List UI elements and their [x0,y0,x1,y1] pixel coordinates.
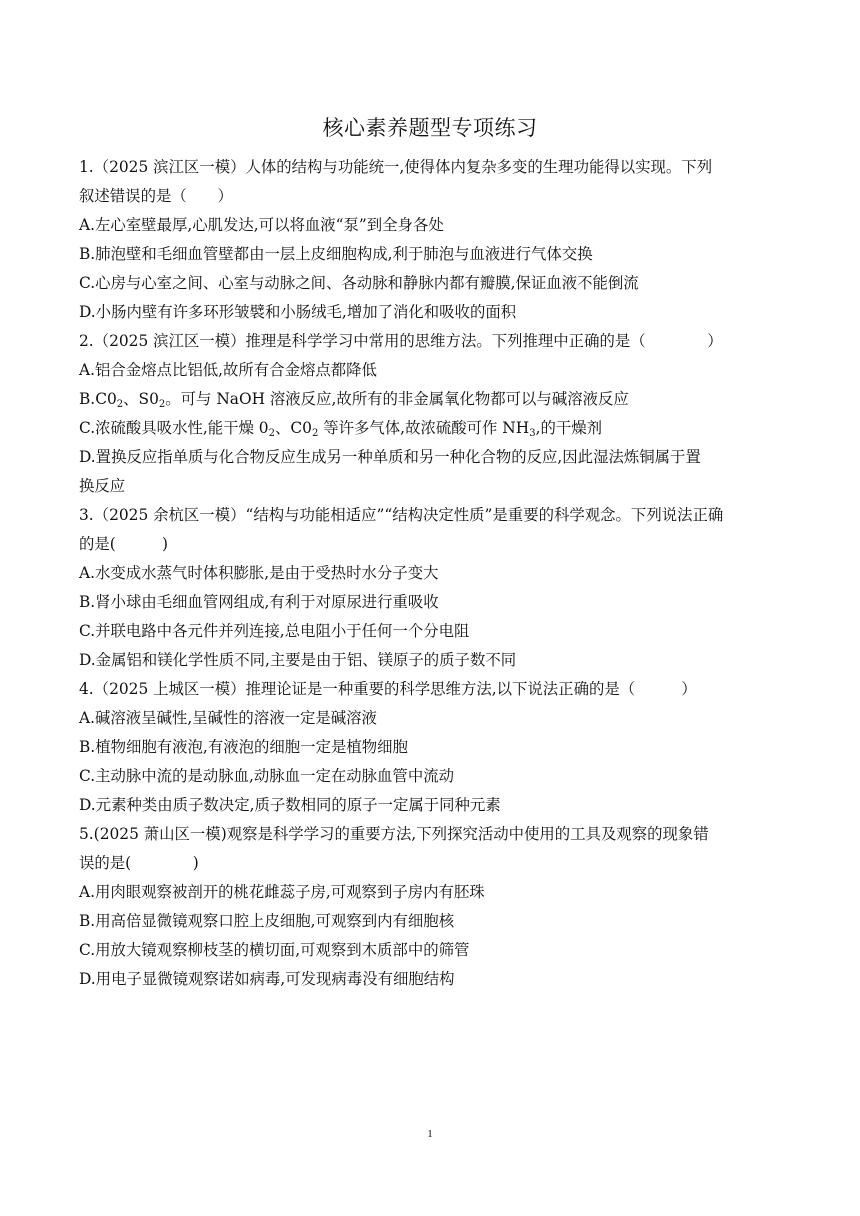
question-2-option-c-text-2: 、C0 [274,419,312,437]
question-2-option-d-line-1: D.置换反应指单质与化合物反应生成另一种单质和另一种化合物的反应,因此湿法炼铜属于置 [79,448,701,466]
question-4-option-c: C.主动脉中流的是动脉血,动脉血一定在动脉血管中流动 [79,767,454,785]
question-5-option-b: B.用高倍显微镜观察口腔上皮细胞,可观察到内有细胞核 [79,912,455,930]
question-1-option-b: B.肺泡壁和毛细血管壁都由一层上皮细胞构成,利于肺泡与血液进行气体交换 [79,245,593,263]
question-3-stem-line-1: 3.（2025 余杭区一模）“结构与功能相适应”“结构决定性质”是重要的科学观念。下列说法正确 [79,506,724,524]
question-1-option-d: D.小肠内壁有许多环形皱襞和小肠绒毛,增加了消化和吸收的面积 [79,303,517,321]
question-2-option-c [79,414,783,443]
question-2-option-c-text-4: ,的干燥剂 [535,419,603,437]
question-4-option-d: D.元素种类由质子数决定,质子数相同的原子一定属于同种元素 [79,796,501,814]
question-3 [79,501,783,675]
question-5-option-a: A.用肉眼观察被剖开的桃花雌蕊子房,可观察到子房内有胚珠 [79,883,485,901]
question-2-option-c-subscript-1: 2 [268,428,275,439]
question-2-option-c-subscript-2: 2 [311,428,319,439]
question-3-option-d: D.金属铝和镁化学性质不同,主要是由于铝、镁原子的质子数不同 [79,651,517,669]
question-5 [79,820,783,994]
question-2-option-c-text-3: 等许多气体,故浓硫酸可作 NH [318,419,530,437]
question-1-option-c: C.心房与心室之间、心室与动脉之间、各动脉和静脉内都有瓣膜,保证血液不能倒流 [79,274,639,292]
question-5-option-c: C.用放大镜观察柳枝茎的横切面,可观察到木质部中的筛管 [79,941,470,959]
question-4-stem-line-1: 4.（2025 上城区一模）推理论证是一种重要的科学思维方法,以下说法正确的是（ ） [79,680,697,698]
page-title: 核心素养题型专项练习 [322,116,538,140]
question-3-option-a: A.水变成水蒸气时体积膨胀,是由于受热时水分子变大 [79,564,439,582]
question-3-option-c: C.并联电路中各元件并列连接,总电阻小于任何一个分电阻 [79,622,470,640]
question-3-stem-line-2: 的是( ) [79,535,168,553]
question-3-option-b: B.肾小球由毛细血管网组成,有利于对原尿进行重吸收 [79,593,439,611]
question-2-option-b-subscript-2: 2 [158,399,166,410]
question-2-option-b-subscript-1: 2 [116,399,124,410]
question-5-option-d: D.用电子显微镜观察诺如病毒,可发现病毒没有细胞结构 [79,970,455,988]
question-4-option-b: B.植物细胞有液泡,有液泡的细胞一定是植物细胞 [79,738,408,756]
question-2-stem-line-1: 2.（2025 滨江区一模）推理是科学学习中常用的思维方法。下列推理中正确的是（ ） [79,332,723,350]
question-2-option-b-text-2: 、S0 [123,390,159,408]
question-2-option-b [79,385,783,414]
page-number: 1 [427,1128,433,1140]
question-2-option-c-subscript-3: 3 [529,428,536,439]
question-1-stem-line-2: 叙述错误的是（ ） [79,187,233,205]
question-2-option-a: A.铝合金熔点比铝低,故所有合金熔点都降低 [79,361,377,379]
question-2-option-b-text-3: 。可与 NaOH 溶液反应,故所有的非金属氧化物都可以与碱溶液反应 [165,390,629,408]
question-5-stem-line-1: 5.(2025 萧山区一模)观察是科学学习的重要方法,下列探究活动中使用的工具及观察的现象错 [79,825,709,843]
question-4-option-a: A.碱溶液呈碱性,呈碱性的溶液一定是碱溶液 [79,709,377,727]
question-2-option-b-text-1: B.C0 [79,390,117,408]
question-4 [79,675,783,820]
question-1 [79,153,783,327]
question-2 [79,327,783,501]
question-1-stem-line-1: 1.（2025 滨江区一模）人体的结构与功能统一,使得体内复杂多变的生理功能得以实现。下列 [79,158,713,176]
question-2-option-d-line-2: 换反应 [79,477,126,495]
question-1-option-a: A.左心室壁最厚,心肌发达,可以将血液“泵”到全身各处 [79,216,444,234]
question-2-option-c-text-1: C.浓硫酸具吸水性,能干燥 0 [79,419,269,437]
question-list [79,153,783,994]
question-5-stem-line-2: 误的是( ) [79,854,199,872]
